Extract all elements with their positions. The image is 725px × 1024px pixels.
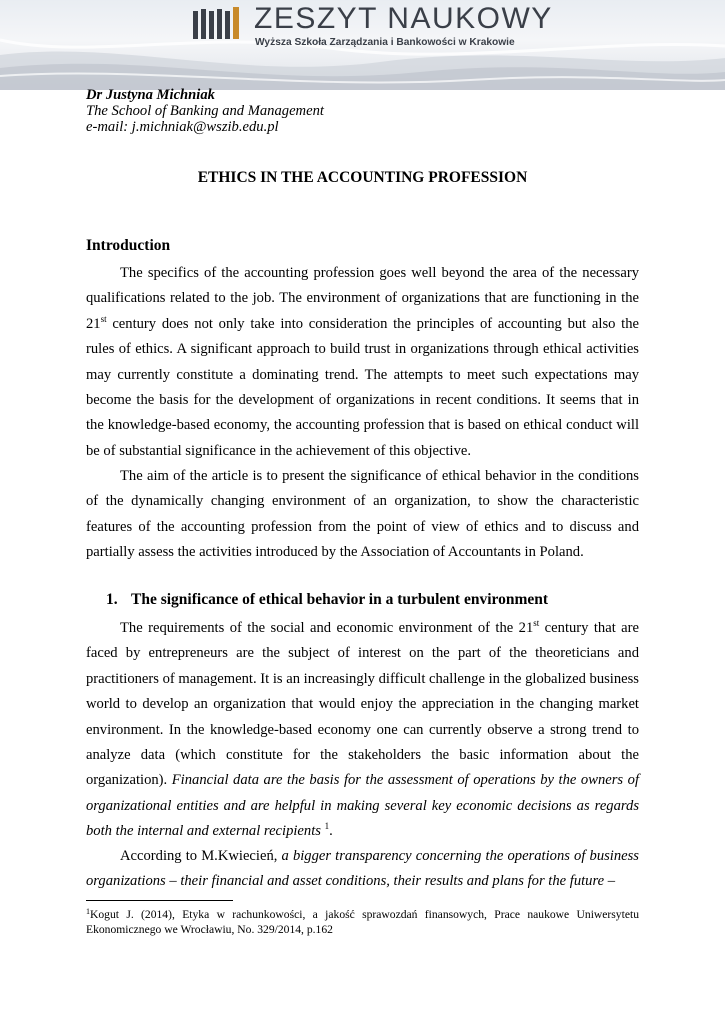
- footnote-text: Kogut J. (2014), Etyka w rachunkowości, a jakość sprawozdań finansowych, Prace naukowe Uniwersytetu Ekonomicznego we Wrocławiu, No. 329/2014, p.162: [86, 908, 639, 936]
- author-block: [86, 87, 639, 135]
- author-email: e-mail: j.michniak@wszib.edu.pl: [86, 119, 279, 135]
- journal-title: ZESZYT NAUKOWY: [254, 2, 553, 35]
- footnote-separator: [86, 900, 233, 901]
- s1-p1-superscript: st: [533, 618, 540, 628]
- s1-p1-end: .: [329, 823, 333, 840]
- intro-heading: Introduction: [86, 237, 171, 254]
- author-name: Dr Justyna Michniak: [86, 87, 215, 103]
- s1-p2-text-a: According to M.Kwiecień,: [120, 848, 282, 864]
- s1-p1-text-b: century that are faced by entrepreneurs are the subject of interest on the part of the theoreticians and practitioners of management. It is an increasingly difficult challenge in the globalized business world to develop an organization that would enjoy the appreciation in the changing market environment. In the knowledge-based economy one can currently observe a strong trend to analyze data (which constitute for the stakeholders the basic information about the organization).: [86, 620, 639, 789]
- footnote-reference-1[interactable]: 1: [324, 821, 330, 832]
- section-1-paragraph-2: [86, 844, 639, 895]
- footnote-marker: 1: [86, 907, 90, 916]
- section-1-heading: [106, 591, 548, 609]
- section-1-number: 1.: [106, 591, 118, 608]
- s1-p1-text-a: The requirements of the social and economic environment of the 21: [120, 620, 534, 636]
- section-1-title: The significance of ethical behavior in a turbulent environment: [131, 591, 549, 608]
- intro-paragraph-2: The aim of the article is to present the significance of ethical behavior in the conditions of the dynamically changing environment of an organization, to show the characteristic features of the accounting profession from the point of view of ethics and to discuss and partially assess the activities introduced by the Association of Accountants in Poland.: [86, 468, 639, 561]
- intro-paragraph-1: [86, 261, 639, 464]
- author-affiliation: The School of Banking and Management: [86, 103, 324, 119]
- s1-p2-italic-quote: a bigger transparency concerning the operations of business organizations – their financial and asset conditions, their results and plans for the future –: [86, 848, 639, 890]
- footnote-1: [86, 907, 639, 937]
- journal-subtitle: Wyższa Szkoła Zarządzania i Bankowości w Krakowie: [255, 37, 515, 48]
- journal-banner: [0, 0, 725, 90]
- article-title: ETHICS IN THE ACCOUNTING PROFESSION: [197, 169, 528, 186]
- journal-logo-icon: [193, 7, 241, 41]
- intro-p1-superscript: st: [100, 313, 107, 324]
- s1-p1-italic-quote: Financial data are the basis for the assessment of operations by the owners of organizational entities and are helpful in making several key economic decisions as regards both the internal and external recipients: [86, 772, 640, 840]
- section-1-paragraph-1: [86, 616, 639, 845]
- intro-p1-text-b: century does not only take into consideration the principles of accounting but also the rules of ethics. A significant approach to build trust in organizations through ethical activities may currently constitute a dominating trend. The attempts to meet such expectations may become the basis for the development of organizations in recent conditions. It seems that in the knowledge-based economy, the accounting profession that is based on ethical conduct will be of substantial significance in the achievement of this objective.: [86, 315, 639, 459]
- intro-p1-text-a: The specifics of the accounting profession goes well beyond the area of the necessary qualifications related to the job. The environment of organizations that are functioning in the 21: [86, 265, 639, 332]
